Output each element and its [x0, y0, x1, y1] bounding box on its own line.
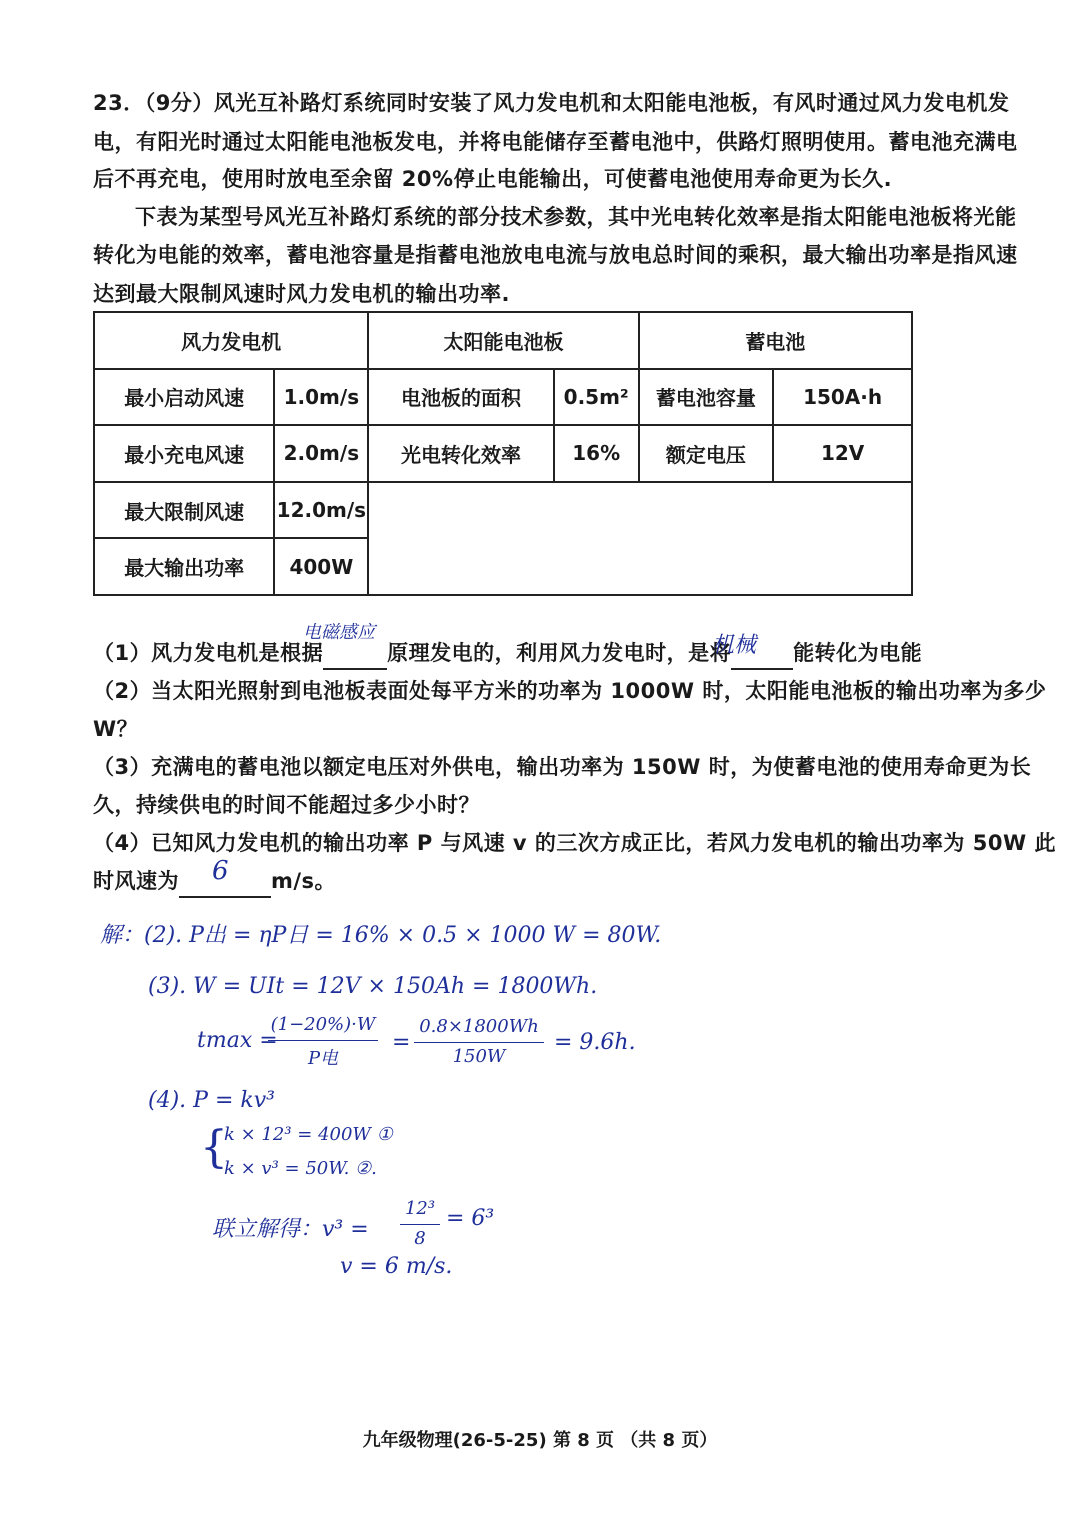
wind-param-value: 2.0m/s	[274, 425, 368, 482]
solar-param-label: 电池板的面积	[368, 369, 553, 426]
solar-param-value: 0.5m²	[554, 369, 639, 426]
solution-q4-numerator: 12³	[404, 1198, 436, 1219]
q4-text-a: 时风速为	[93, 869, 179, 893]
header-wind-turbine: 风力发电机	[94, 312, 368, 369]
header-battery: 蓄电池	[639, 312, 912, 369]
question-line-3: 后不再充电，使用时放电至余留 20%停止电能输出，可使蓄电池使用寿命更为长久.	[93, 167, 893, 191]
solution-q3-numerator-1: (1−20%)·W	[270, 1014, 376, 1035]
solution-q3-result: = 9.6h.	[554, 1030, 636, 1055]
fraction-bar	[414, 1042, 544, 1043]
empty-table-area	[368, 482, 912, 595]
solution-q4-final: v = 6 m/s.	[340, 1254, 453, 1279]
solution-q4-equation-2: k × v³ = 50W. ②.	[224, 1158, 377, 1179]
battery-param-value: 150A·h	[773, 369, 912, 426]
wind-param-value: 1.0m/s	[274, 369, 368, 426]
battery-param-value: 12V	[773, 425, 912, 482]
fraction-bar	[268, 1040, 378, 1041]
handwritten-answer-mechanical: 机械	[712, 633, 757, 658]
wind-param-label: 最大限制风速	[94, 482, 274, 539]
wind-param-label: 最大输出功率	[94, 538, 274, 595]
handwritten-answer-speed: 6	[212, 856, 229, 886]
subquestion-4-line-1: （4）已知风力发电机的输出功率 P 与风速 v 的三次方成正比，若风力发电机的输出功率为 50W 此	[93, 831, 1056, 855]
solution-q4-solve-label: 联立解得：v³ =	[212, 1217, 369, 1242]
subquestion-2-line-1: （2）当太阳光照射到电池板表面处每平方米的功率为 1000W 时，太阳能电池板的输出功率为多少	[93, 679, 1047, 703]
q4-text-b: m/s。	[271, 869, 337, 893]
solution-q3-tmax-label: tmax =	[197, 1028, 278, 1053]
solution-q3-denominator-1: P电	[307, 1048, 339, 1069]
parameter-table	[93, 311, 913, 596]
solar-param-value: 16%	[554, 425, 639, 482]
solution-q3-equals: =	[392, 1030, 411, 1055]
wind-param-label: 最小充电风速	[94, 425, 274, 482]
solution-q4-denominator: 8	[414, 1228, 426, 1249]
solution-q4-relation: (4). P = kv³	[148, 1088, 275, 1113]
subquestion-3-line-2: 久，持续供电的时间不能超过多少小时？	[93, 793, 480, 817]
question-line-2: 电，有阳光时通过太阳能电池板发电，并将电能储存至蓄电池中，供路灯照明使用。蓄电池充满电	[93, 130, 1018, 154]
question-line-4: 下表为某型号风光互补路灯系统的部分技术参数，其中光电转化效率是指太阳能电池板将光能	[135, 205, 1017, 229]
header-solar-panel: 太阳能电池板	[368, 312, 638, 369]
subquestion-3-line-1: （3）充满电的蓄电池以额定电压对外供电，输出功率为 150W 时，为使蓄电池的使用寿命更为长	[93, 755, 1032, 779]
solution-q3-denominator-2: 150W	[452, 1046, 506, 1067]
solution-q3-energy: (3). W = UIt = 12V × 150Ah = 1800Wh.	[148, 974, 598, 999]
system-brace: {	[200, 1122, 228, 1173]
question-line-5: 转化为电能的效率，蓄电池容量是指蓄电池放电电流与放电总时间的乘积，最大输出功率是指风速	[93, 243, 1018, 267]
q1-text-a: （1）风力发电机是根据	[93, 641, 324, 665]
subquestion-1	[93, 638, 922, 670]
solution-q3-numerator-2: 0.8×1800Wh	[419, 1016, 539, 1037]
solar-param-label: 光电转化效率	[368, 425, 553, 482]
page-footer: 九年级物理(26-5-25) 第 8 页 （共 8 页）	[362, 1430, 718, 1451]
question-line-6: 达到最大限制风速时风力发电机的输出功率.	[93, 282, 510, 306]
battery-param-label: 额定电压	[639, 425, 774, 482]
wind-param-label: 最小启动风速	[94, 369, 274, 426]
handwritten-answer-induction: 电磁感应	[303, 622, 375, 643]
solution-q4-power: = 6³	[446, 1206, 495, 1231]
wind-param-value: 12.0m/s	[274, 482, 368, 539]
solution-q2: 解：(2). P出 = ηP日 = 16% × 0.5 × 1000 W = 80W.	[100, 923, 662, 948]
wind-param-value: 400W	[274, 538, 368, 595]
battery-param-label: 蓄电池容量	[639, 369, 774, 426]
question-line-1: 23．（9分）风光互补路灯系统同时安装了风力发电机和太阳能电池板，有风时通过风力发电机发	[93, 91, 1010, 115]
fraction-bar	[400, 1224, 440, 1225]
solution-q4-equation-1: k × 12³ = 400W ①	[224, 1124, 393, 1145]
q1-text-b: 原理发电的，利用风力发电时，是将	[387, 641, 732, 665]
q1-text-c: 能转化为电能	[793, 641, 923, 665]
subquestion-2-line-2: W？	[93, 717, 139, 741]
